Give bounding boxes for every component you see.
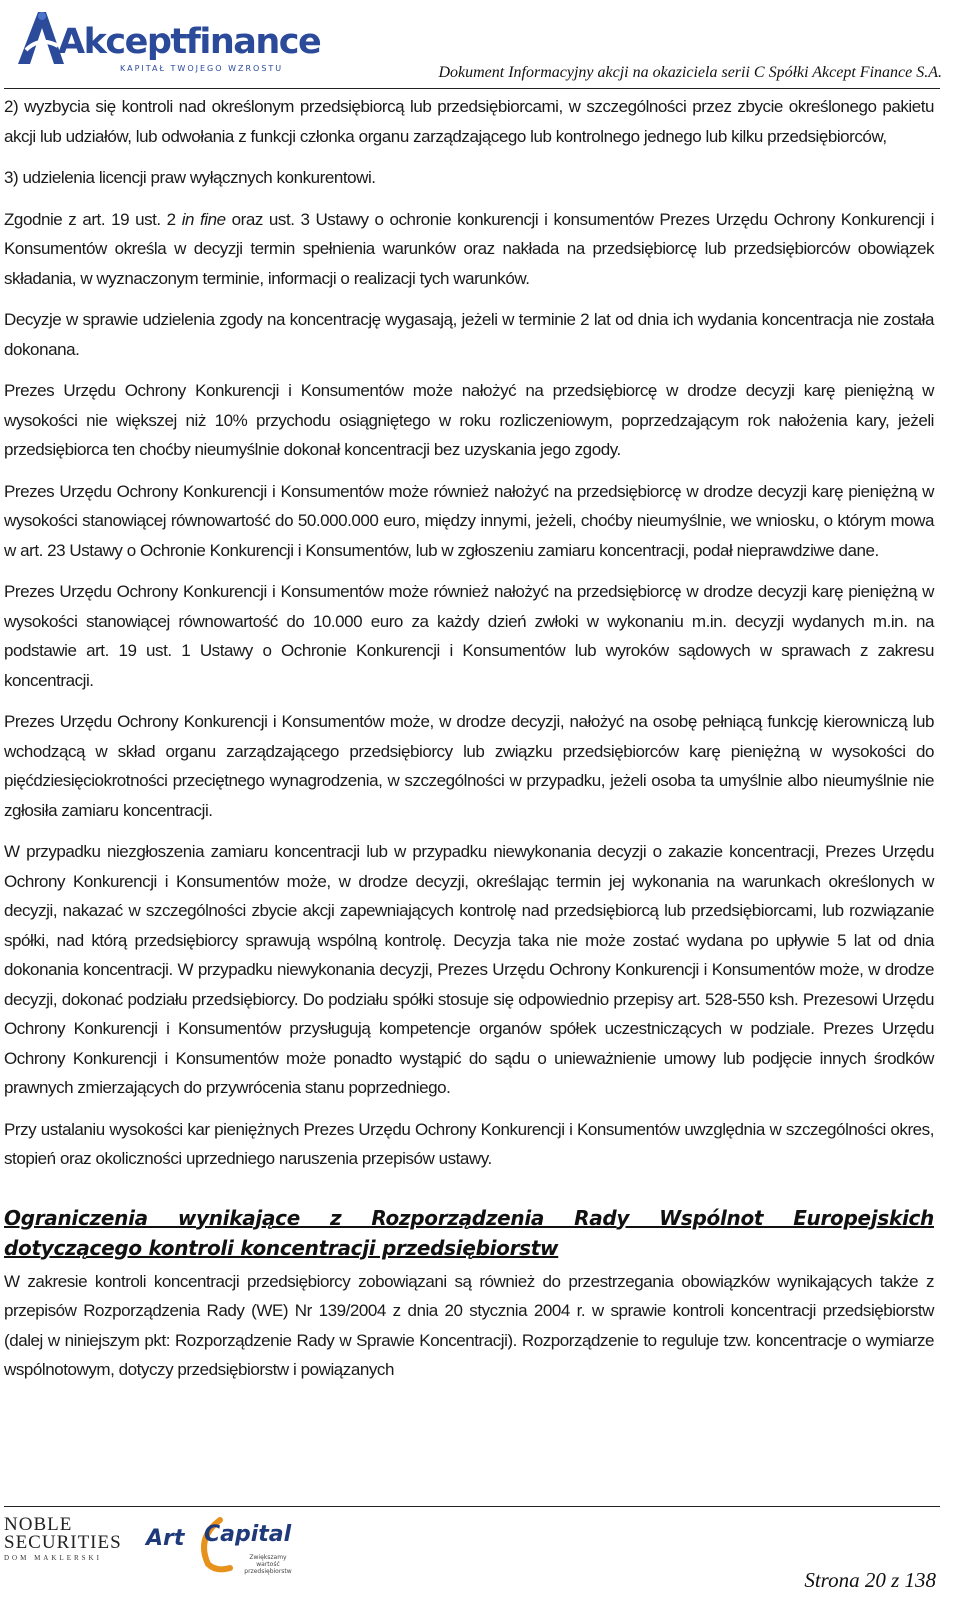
page-number: Strona 20 z 138 [804, 1568, 936, 1592]
noble-logo-line1: NOBLE [4, 1514, 73, 1535]
art-capital-art: Art [146, 1526, 185, 1551]
noble-logo-subtitle: DOM MAKLERSKI [4, 1554, 102, 1562]
art-capital-capital: Capital [204, 1522, 292, 1547]
paragraph: W przypadku niezgłoszenia zamiaru koncentracji lub w przypadku niewykonania decyzji o zakazie koncentracji, Prezes Urzędu Ochrony Konkurencji i Konsumentów może, w drodze decyzji, określając termin jej wykonania na warunkach określonych w decyzji, nakazać w szczególności zbycie akcji zapewniających kontrolę nad przedsiębiorcą lub przedsiębiorcami, lub rozwiązanie spółki, nad którą przedsiębiorcy sprawują wspólną kontrolę. Decyzja taka nie może zostać wydana po upływie 5 lat od dnia dokonania koncentracji. W przypadku niewykonania decyzji, Prezes Urzędu Ochrony Konkurencji i Konsumentów może, w drodze decyzji, dokonać podziału przedsiębiorcy. Do podziału spółki stosuje się odpowiednio przepisy art. 528-550 ksh. Prezesowi Urzędu Ochrony Konkurencji i Konsumentów przysługują kompetencje organów spółek uczestniczących w podziale. Prezes Urzędu Ochrony Konkurencji i Konsumentów może ponadto wystąpić do sądu o unieważnienie umowy lub podjęcie innych środków prawnych zmierzających do przywrócenia stanu poprzedniego. [4, 842, 934, 1097]
paragraph [4, 205, 934, 294]
logo-tagline: KAPITAŁ TWOJEGO WZROSTU [120, 64, 284, 73]
paragraph: Decyzje w sprawie udzielenia zgody na koncentrację wygasają, jeżeli w terminie 2 lat od dnia ich wydania koncentracja nie została dokonana. [4, 310, 934, 359]
latin-term: in fine [181, 209, 226, 229]
logo-wordmark: Akceptfinance [58, 22, 321, 62]
paragraph: W zakresie kontroli koncentracji przedsiębiorcy zobowiązani są również do przestrzegania obowiązków wynikających także z przepisów Rozporządzenia Rady (WE) Nr 139/2004 z dnia 20 stycznia 2004 r. w sprawie kontroli koncentracji przedsiębiorstw (dalej w niniejszym pkt: Rozporządzenie Rady w Sprawie Koncentracji). Rozporządzenie to reguluje tzw. koncentracje o wymiarze wspólnotowym, dotyczy przedsiębiorstw i powiązanych [4, 1271, 934, 1379]
akceptfinance-logo [12, 4, 321, 82]
section-heading: Ograniczenia wynikające z Rozporządzenia Rady Wspólnot Europejskich dotyczącego kontroli koncentracji przedsiębiorstw [4, 1205, 934, 1260]
paragraph-text: Zgodnie z art. 19 ust. 2 [4, 209, 182, 229]
paragraph: 2) wyzbycia się kontroli nad określonym przedsiębiorcą lub przedsiębiorcami, w szczególności przez zbycie określonego pakietu akcji lub udziałów, lub odwołania z funkcji członka organu zarządzającego lub kontrolnego jednego lub kilku przedsiębiorców, [4, 97, 934, 146]
page-footer [0, 1504, 960, 1606]
art-capital-logo [146, 1512, 292, 1574]
paragraph-text: oraz ust. 3 Ustawy o ochronie konkurencji i konsumentów Prezes Urzędu Ochrony Konkurencji i Konsumentów określa w decyzji termin spełnienia warunków oraz nakłada na przedsiębiorcę lub przedsiębiorców obowiązek składania, w wyznaczonym terminie, informacji o realizacji tych warunków. [4, 209, 934, 288]
paragraph: Prezes Urzędu Ochrony Konkurencji i Konsumentów może nałożyć na przedsiębiorcę w drodze decyzji karę pieniężną w wysokości nie większej niż 10% przychodu osiągniętego w roku rozliczeniowym, poprzedzającym rok nałożenia kary, jeżeli przedsiębiorca ten choćby nieumyślnie dokonał koncentracji bez uzyskania jego zgody. [4, 381, 934, 459]
noble-securities-logo [4, 1516, 134, 1574]
paragraph: 3) udzielenia licencji praw wyłącznych konkurentowi. [4, 168, 376, 187]
header-divider [4, 88, 940, 89]
noble-logo-line2: SECURITIES [4, 1532, 122, 1553]
paragraph: Przy ustalaniu wysokości kar pieniężnych Prezes Urzędu Ochrony Konkurencji i Konsumentów uwzględnia w szczególności okres, stopień oraz okoliczności uprzedniego naruszenia przepisów ustawy. [4, 1119, 934, 1168]
paragraph: Prezes Urzędu Ochrony Konkurencji i Konsumentów może również nałożyć na przedsiębiorcę w drodze decyzji karę pieniężną w wysokości stanowiącej równowartość do 10.000 euro za każdy dzień zwłoki w wykonaniu m.in. decyzji wydanych m.in. na podstawie art. 19 ust. 1 Ustawy o Ochronie Konkurencji i Konsumentów lub wyroków sądowych w sprawach z zakresu koncentracji. [4, 582, 934, 690]
paragraph: Prezes Urzędu Ochrony Konkurencji i Konsumentów może, w drodze decyzji, nałożyć na osobę pełniącą funkcję kierowniczą lub wchodzącą w skład organu zarządzającego przedsiębiorcy lub związku przedsiębiorców karę pieniężną w wysokości do pięćdziesięciokrotności przeciętnego wynagrodzenia, w szczególności w przypadku, jeżeli osoba ta umyślnie albo nieumyślnie nie zgłosiła zamiaru koncentracji. [4, 712, 934, 820]
footer-divider [4, 1506, 940, 1507]
page-header [0, 0, 960, 92]
document-title: Dokument Informacyjny akcji na okaziciela serii C Spółki Akcept Finance S.A. [438, 64, 942, 81]
art-capital-tagline: Zwiększamy wartość przedsiębiorstw [244, 1554, 292, 1575]
document-body [4, 92, 934, 1385]
paragraph: Prezes Urzędu Ochrony Konkurencji i Konsumentów może również nałożyć na przedsiębiorcę w drodze decyzji karę pieniężną w wysokości stanowiącej równowartość do 50.000.000 euro, między innymi, jeżeli, choćby nieumyślnie, we wniosku, o którym mowa w art. 23 Ustawy o Ochronie Konkurencji i Konsumentów, lub w zgłoszeniu zamiaru koncentracji, podał nieprawdziwe dane. [4, 481, 934, 560]
